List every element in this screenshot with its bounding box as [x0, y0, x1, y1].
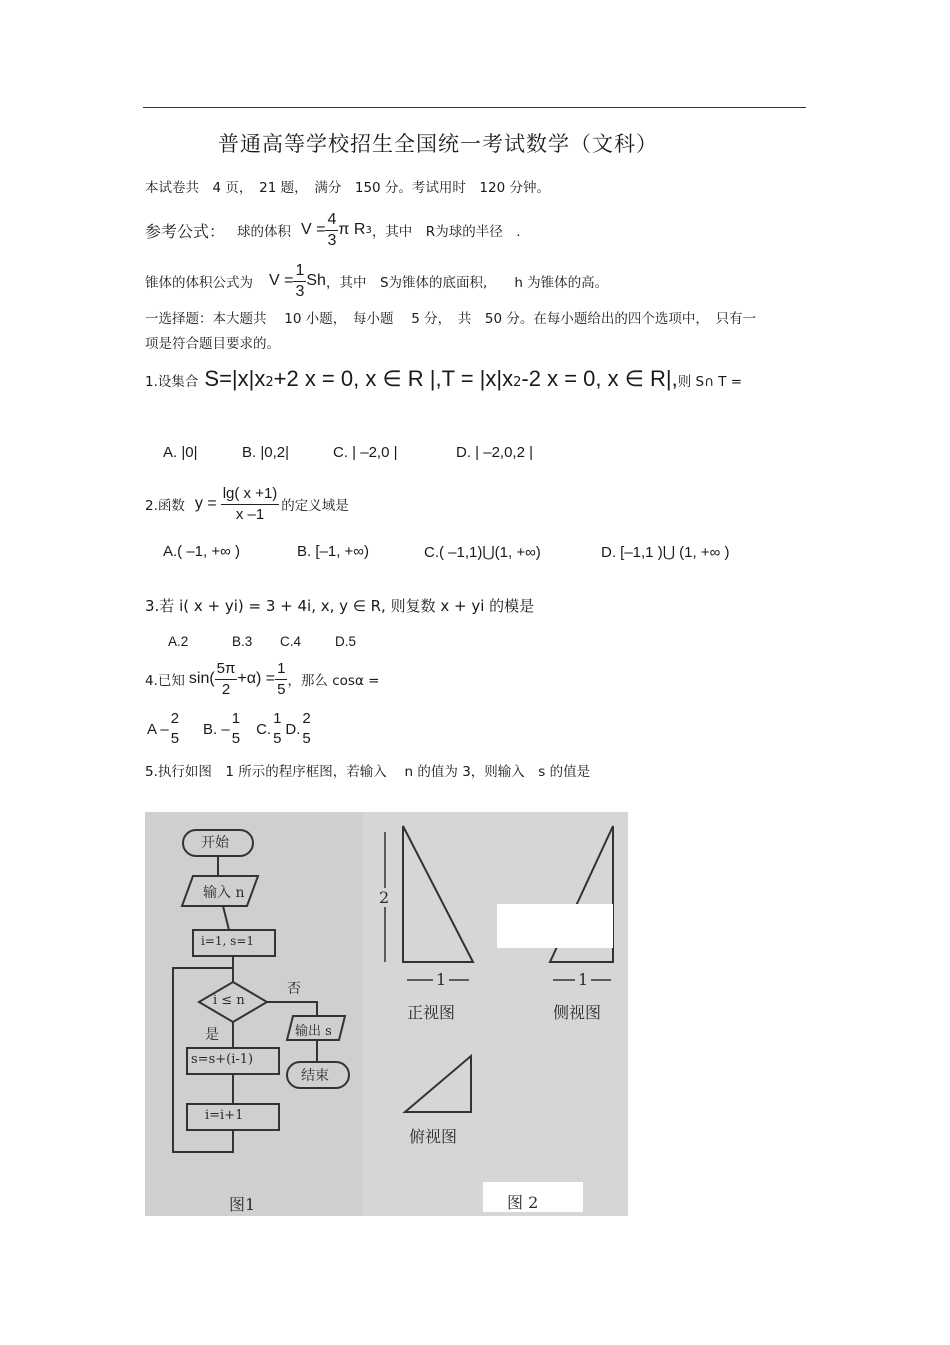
q4-fraction-2 — [275, 659, 287, 700]
q1-option-a: A. |0| — [163, 444, 198, 461]
section-intro-line2: 项是符合题目要求的。 — [145, 336, 280, 352]
q1-expr3: -2 x = 0, x ∈ R|, — [521, 366, 678, 391]
question-5: 5.执行如图 1 所示的程序框图，若输入 n 的值为 3，则输入 s 的值是 — [145, 764, 591, 780]
flow-arrow — [223, 906, 229, 930]
q4-options — [147, 706, 313, 752]
q4-option-d-label: D. — [285, 720, 301, 738]
flow-start-label: 开始 — [201, 835, 229, 851]
q4-option-a-label: A – — [147, 720, 169, 738]
exam-info: 本试卷共 4 页， 21 题， 满分 150 分。考试用时 120 分钟。 — [145, 180, 550, 196]
cone-den: 3 — [295, 282, 305, 300]
q2-den: x –1 — [235, 505, 265, 523]
figure-1-caption: 图1 — [229, 1195, 256, 1214]
sphere-den: 3 — [327, 231, 337, 249]
section-intro-line1: 一选择题：本大题共 10 小题， 每小题 5 分， 共 50 分。在每小题给出的四个选项中， 只有一 — [145, 311, 757, 327]
q1-exp2: 2 — [513, 375, 522, 390]
top-rule — [143, 107, 806, 108]
q2-fraction — [221, 484, 280, 525]
sphere-note: ，其中 R为球的半径 . — [371, 224, 521, 240]
q4-option-a-fraction — [169, 709, 181, 749]
q4-option-b-fraction — [230, 709, 242, 749]
question-4 — [145, 656, 379, 702]
q4-option-b-label: B. – — [203, 720, 230, 738]
q4-den: 2 — [221, 680, 231, 698]
q3-option-a: A.2 — [168, 634, 189, 649]
question-3: 3.若 i( x + yi) = 3 + 4i, x, y ∈ R, 则复数 x + yi 的模是 — [145, 597, 535, 615]
q3-option-d: D.5 — [335, 634, 357, 649]
cone-fraction — [293, 261, 306, 302]
q4-option-d-num: 2 — [302, 710, 311, 727]
q4-option-a-den: 5 — [170, 730, 180, 747]
q2-option-c: C.( –1,1)⋃(1, +∞) — [424, 544, 541, 561]
q2-option-a: A.( –1, +∞ ) — [163, 543, 240, 560]
flow-update-i-label: i=i+1 — [205, 1108, 244, 1123]
q1-suffix: 则 S∩ T = — [677, 374, 743, 390]
cone-formula — [145, 257, 608, 305]
q1-prefix: 1.设集合 — [145, 374, 199, 390]
q1-option-d: D. | –2,0,2 | — [456, 444, 533, 461]
q1-option-c: C. | –2,0 | — [333, 444, 398, 461]
front-view-label: 正视图 — [407, 1003, 456, 1022]
q4-option-b-den: 5 — [231, 730, 241, 747]
cone-label: 锥体的体积公式为 — [145, 275, 253, 291]
cone-note: ，其中 S为锥体的底面积, h 为锥体的高。 — [325, 275, 609, 291]
q4-option-a-num: 2 — [170, 710, 180, 727]
q4-mid: +α) = — [237, 670, 276, 687]
side-width-label: 1 — [575, 970, 591, 989]
sphere-num: 4 — [325, 210, 338, 231]
q4-option-c-den: 5 — [273, 730, 282, 747]
front-width-label: 1 — [433, 970, 449, 989]
q1-option-b: B. |0,2| — [242, 444, 289, 461]
q3-option-b: B.3 — [232, 634, 253, 649]
q4-fraction — [215, 659, 238, 700]
q4-option-d-fraction — [300, 709, 312, 749]
flow-update-s-label: s=s+(i-1) — [191, 1052, 254, 1067]
flow-output-label: 输出 s — [295, 1024, 332, 1039]
q2-suffix: 的定义域是 — [281, 498, 349, 514]
q4-prefix: 4.已知 — [145, 673, 185, 689]
sphere-formula — [145, 206, 520, 254]
q4-num: 5π — [215, 659, 238, 680]
q4-option-c-num: 1 — [273, 710, 282, 727]
sphere-rest: π R — [338, 221, 366, 238]
question-2 — [145, 480, 349, 528]
flow-no-label: 否 — [287, 981, 301, 997]
q1-exp1: 2 — [265, 375, 274, 390]
q2-option-b: B. [–1, +∞) — [297, 543, 369, 560]
q4-option-b-num: 1 — [231, 710, 241, 727]
sphere-fraction — [325, 210, 338, 251]
flow-init-label: i=1, s=1 — [201, 934, 255, 948]
figure-2-caption: 图 2 — [507, 1193, 539, 1212]
flow-condition-label: i ≤ n — [213, 993, 245, 1008]
front-view-triangle — [403, 826, 473, 962]
top-view-label: 俯视图 — [409, 1127, 458, 1146]
flow-end-label: 结束 — [301, 1068, 329, 1084]
q4-num2: 1 — [275, 659, 287, 680]
side-view-label: 侧视图 — [553, 1003, 602, 1022]
q3-option-c: C.4 — [280, 634, 302, 649]
sphere-label: 球的体积 — [237, 224, 292, 240]
q4-option-c-label: C. — [256, 720, 272, 738]
q4-sin: sin( — [188, 670, 215, 687]
q4-option-d-den: 5 — [302, 730, 311, 747]
q2-num: lg( x +1) — [221, 484, 280, 505]
q2-option-d: D. [–1,1 )⋃ (1, +∞ ) — [601, 544, 730, 561]
q1-expr: S=|x|x — [204, 366, 266, 391]
q1-expr2: +2 x = 0, x ∈ R |,T = |x|x — [273, 366, 514, 391]
sphere-exp: 3 — [365, 224, 372, 236]
q4-den2: 5 — [277, 680, 286, 698]
flow-input-label: 输入 n — [203, 885, 245, 901]
sphere-lhs: V = — [301, 221, 326, 238]
scan-blot — [497, 904, 613, 948]
figure-image — [145, 812, 628, 1216]
cone-rest: Sh — [306, 272, 326, 289]
top-view-triangle — [405, 1056, 471, 1112]
question-1 — [145, 366, 742, 392]
ref-label: 参考公式： — [145, 221, 226, 241]
flow-yes-label: 是 — [205, 1027, 219, 1043]
flow-no-line — [267, 1002, 317, 1016]
page-title: 普通高等学校招生全国统一考试数学（文科） — [218, 132, 658, 156]
q2-lhs: y = — [194, 495, 217, 512]
height-label: 2 — [379, 888, 390, 907]
q4-suffix: ，那么 cosα = — [287, 673, 380, 689]
q2-prefix: 2.函数 — [145, 498, 185, 514]
q4-option-c-fraction — [271, 709, 283, 749]
cone-lhs: V = — [269, 272, 294, 289]
cone-num: 1 — [293, 261, 306, 282]
